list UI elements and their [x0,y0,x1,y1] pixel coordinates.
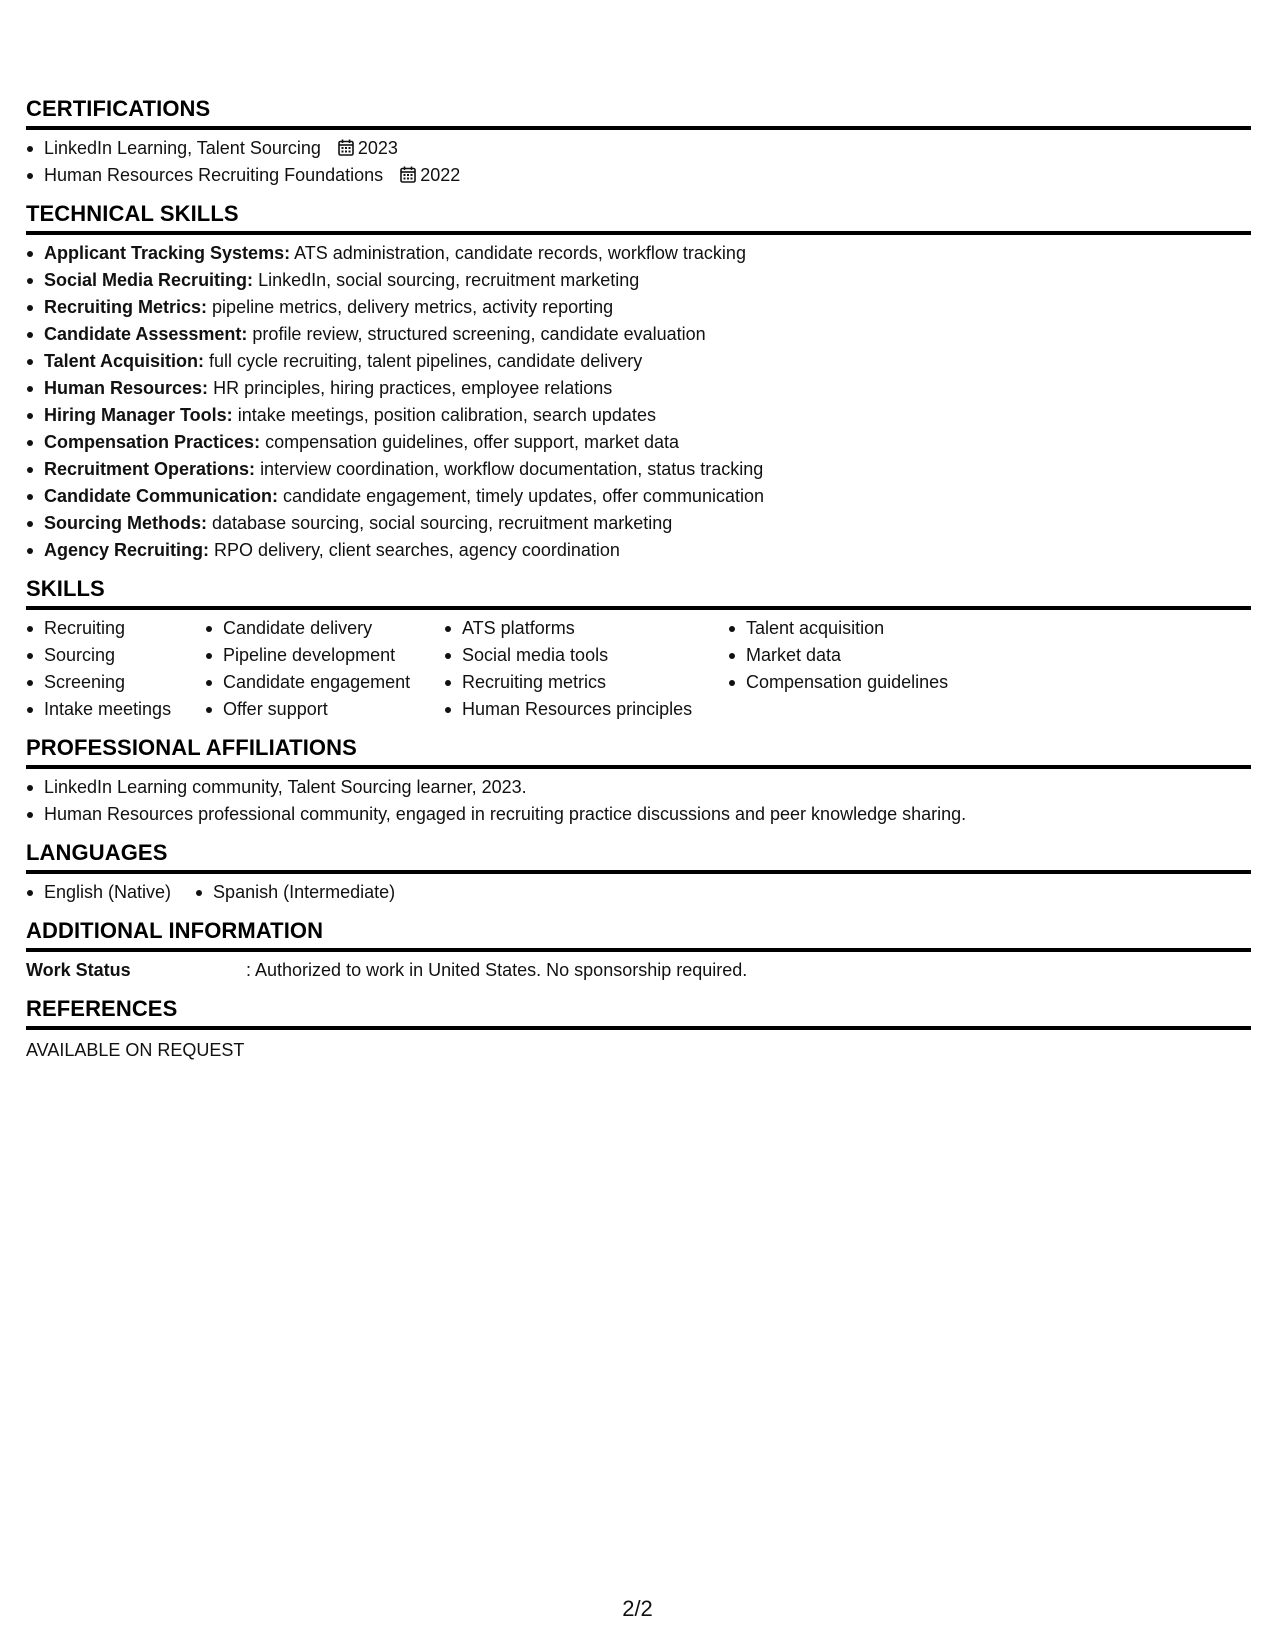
affiliations-list [26,774,1251,828]
skill-item: Social media tools [444,642,728,669]
section-title-certifications: CERTIFICATIONS [26,94,1251,130]
info-key: Work Status [26,960,131,980]
section-title-skills: SKILLS [26,574,1251,610]
technical-skill-value: profile review, structured screening, candidate evaluation [252,324,706,344]
skills-column [728,615,1028,723]
skill-item: Recruiting [26,615,205,642]
skill-item: Screening [26,669,205,696]
certification-item [26,162,1251,189]
skill-item: Sourcing [26,642,205,669]
technical-skill-label: Human Resources: [44,378,209,398]
technical-skill-item [26,510,1251,537]
skill-item: Pipeline development [205,642,444,669]
skill-item: Candidate delivery [205,615,444,642]
skill-item: Candidate engagement [205,669,444,696]
technical-skills-list [26,240,1251,564]
certification-year: 2022 [420,165,461,185]
section-title-references: REFERENCES [26,994,1251,1030]
section-title-technical-skills: TECHNICAL SKILLS [26,199,1251,235]
technical-skill-value: candidate engagement, timely updates, offer communication [283,486,764,506]
technical-skill-value: interview coordination, workflow documentation, status tracking [260,459,764,479]
technical-skill-item [26,348,1251,375]
skill-item: Recruiting metrics [444,669,728,696]
info-row [26,957,1251,984]
certification-item [26,135,1251,162]
certification-name: Human Resources Recruiting Foundations [44,165,384,185]
technical-skill-label: Agency Recruiting: [44,540,210,560]
technical-skill-label: Applicant Tracking Systems: [44,243,291,263]
technical-skill-value: full cycle recruiting, talent pipelines, candidate delivery [209,351,643,371]
technical-skill-label: Compensation Practices: [44,432,261,452]
technical-skill-value: compensation guidelines, offer support, market data [265,432,679,452]
skill-item: ATS platforms [444,615,728,642]
certifications-section [26,94,1251,189]
technical-skill-label: Candidate Communication: [44,486,279,506]
technical-skill-label: Sourcing Methods: [44,513,207,533]
technical-skill-label: Recruitment Operations: [44,459,256,479]
technical-skill-item [26,456,1251,483]
technical-skills-section [26,199,1251,564]
affiliations-section [26,733,1251,828]
section-title-languages: LANGUAGES [26,838,1251,874]
technical-skill-item [26,483,1251,510]
technical-skill-item [26,375,1251,402]
technical-skill-value: HR principles, hiring practices, employee relations [213,378,613,398]
technical-skill-item [26,240,1251,267]
skills-column [444,615,728,723]
technical-skill-value: RPO delivery, client searches, agency coordination [214,540,620,560]
technical-skill-item [26,402,1251,429]
section-title-affiliations: PROFESSIONAL AFFILIATIONS [26,733,1251,769]
affiliation-item: LinkedIn Learning community, Talent Sourcing learner, 2023. [26,774,1251,801]
skills-column [205,615,444,723]
skill-item: Market data [728,642,1028,669]
technical-skill-value: ATS administration, candidate records, workflow tracking [294,243,746,263]
technical-skill-value: intake meetings, position calibration, search updates [237,405,656,425]
languages-section [26,838,1251,906]
section-title-additional-info: ADDITIONAL INFORMATION [26,916,1251,952]
info-value: : Authorized to work in United States. No sponsorship required. [246,960,748,980]
technical-skill-value: pipeline metrics, delivery metrics, activity reporting [212,297,614,317]
technical-skill-label: Hiring Manager Tools: [44,405,233,425]
technical-skill-item [26,429,1251,456]
additional-info-section [26,916,1251,984]
skill-item: Compensation guidelines [728,669,1028,696]
calendar-icon [338,139,354,156]
resume-page [26,94,1251,1074]
skill-item: Human Resources principles [444,696,728,723]
languages-list [26,879,1251,906]
references-text: AVAILABLE ON REQUEST [26,1040,245,1060]
page-number: 2/2 [622,1596,653,1621]
technical-skill-label: Talent Acquisition: [44,351,204,371]
affiliation-item: Human Resources professional community, engaged in recruiting practice discussions and peer knowledge sharing. [26,801,1251,828]
language-item: English (Native) [26,879,171,906]
certification-year: 2023 [357,138,398,158]
certification-name: LinkedIn Learning, Talent Sourcing [44,138,321,158]
technical-skill-item [26,267,1251,294]
skill-item: Offer support [205,696,444,723]
technical-skill-value: database sourcing, social sourcing, recruitment marketing [212,513,673,533]
references-section [26,994,1251,1064]
certifications-list [26,135,1251,189]
skills-section [26,574,1251,723]
skills-columns [26,615,1251,723]
technical-skill-label: Candidate Assessment: [44,324,248,344]
technical-skill-label: Recruiting Metrics: [44,297,208,317]
language-item: Spanish (Intermediate) [195,879,395,906]
technical-skill-item [26,321,1251,348]
technical-skill-value: LinkedIn, social sourcing, recruitment marketing [258,270,640,290]
technical-skill-label: Social Media Recruiting: [44,270,254,290]
calendar-icon [400,166,416,183]
skill-item: Talent acquisition [728,615,1028,642]
skills-column [26,615,205,723]
technical-skill-item [26,537,1251,564]
technical-skill-item [26,294,1251,321]
skill-item: Intake meetings [26,696,205,723]
